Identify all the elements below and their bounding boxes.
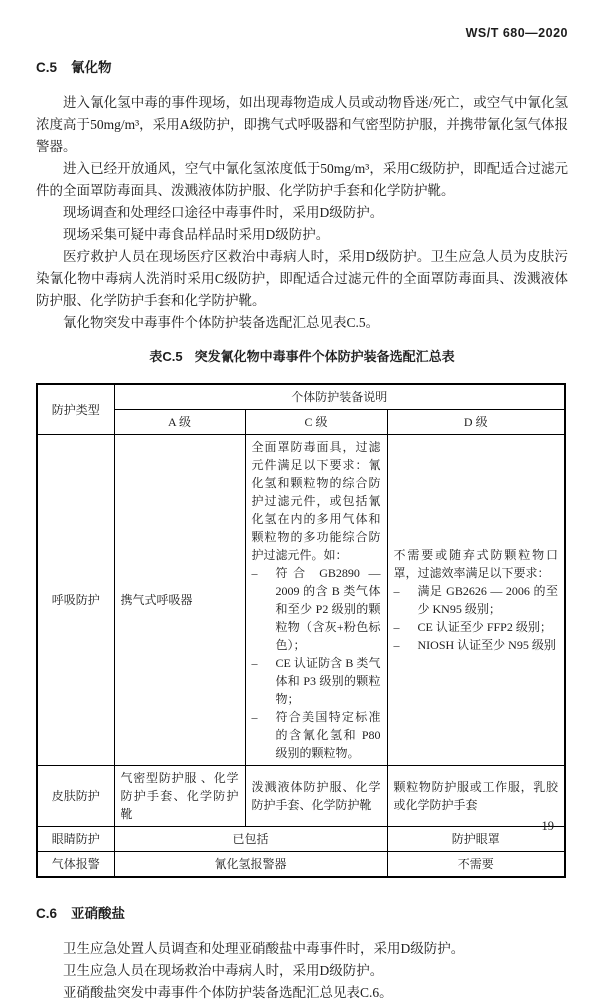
respiratory-c-intro: 全面罩防毒面具，过滤元件满足以下要求：氰化氢和颗粒物的综合防护过滤元件，或包括氰化氢在内的多用气体和颗粒物的多功能综合防护过滤元件。如： bbox=[251, 440, 381, 562]
section-gap bbox=[36, 878, 568, 888]
bullet-text: NIOSH 认证至少 N95 级别 bbox=[417, 638, 556, 652]
table-header-row-1 bbox=[37, 384, 565, 410]
table-row-respiratory bbox=[37, 435, 565, 766]
bullet-dash: – bbox=[393, 620, 400, 634]
respiratory-level-d-cell bbox=[387, 435, 565, 766]
header-protection-type: 防护类型 bbox=[37, 384, 114, 435]
bullet-dash: – bbox=[251, 656, 258, 670]
paragraph: 卫生应急人员在现场救治中毒病人时，采用D级防护。 bbox=[63, 963, 384, 978]
paragraph: 现场采集可疑中毒食品样品时采用D级防护。 bbox=[63, 227, 330, 242]
bullet-dash: – bbox=[251, 710, 258, 724]
bullet-item bbox=[252, 654, 381, 708]
standard-number-header: WS/T 680—2020 bbox=[465, 26, 568, 40]
bullet-dash: – bbox=[393, 584, 400, 598]
section-c6-heading bbox=[36, 902, 568, 922]
row-label-gas-alarm: 气体报警 bbox=[37, 852, 114, 878]
section-c6-body bbox=[36, 938, 568, 1004]
bullet-text: 符合 GB2890 — 2009 的含 B 类气体和至少 P2 级别的颗粒物（含灰+粉色标色）； bbox=[275, 566, 381, 652]
bullet-text: CE 认证防含 B 类气体和 P3 级别的颗粒物； bbox=[275, 656, 381, 706]
bullet-dash: – bbox=[393, 638, 400, 652]
bullet-item bbox=[252, 708, 381, 762]
eye-level-ac-cell: 已包括 bbox=[114, 827, 387, 852]
bullet-text: CE 认证至少 FFP2 级别； bbox=[417, 620, 552, 634]
skin-level-c-cell: 泼溅液体防护服、化学防护手套、化学防护靴 bbox=[245, 766, 387, 827]
section-c5-body bbox=[36, 92, 568, 334]
gas-level-ac-cell: 氰化氢报警器 bbox=[114, 852, 387, 878]
table-c5-caption bbox=[36, 346, 568, 365]
section-c6-number: C.6 bbox=[36, 906, 58, 921]
row-label-skin: 皮肤防护 bbox=[37, 766, 114, 827]
respiratory-level-a-cell: 携气式呼吸器 bbox=[114, 435, 245, 766]
table-row-skin bbox=[37, 766, 565, 827]
header-level-d: D 级 bbox=[387, 410, 565, 435]
section-c5-number: C.5 bbox=[36, 60, 58, 75]
gas-level-d-cell: 不需要 bbox=[387, 852, 565, 878]
section-c5-heading bbox=[36, 56, 568, 76]
table-row-eye bbox=[37, 827, 565, 852]
paragraph: 氰化物突发中毒事件个体防护装备选配汇总见表C.5。 bbox=[63, 315, 380, 330]
bullet-dash: – bbox=[251, 566, 258, 580]
table-c5-caption-title: 突发氰化物中毒事件个体防护装备选配汇总表 bbox=[194, 349, 455, 364]
page-number: 19 bbox=[541, 819, 554, 833]
table-c5 bbox=[36, 383, 566, 878]
paragraph: 现场调查和处理经口途径中毒事件时，采用D级防护。 bbox=[63, 205, 384, 220]
respiratory-level-c-cell bbox=[245, 435, 387, 766]
respiratory-d-intro: 不需要或随弃式防颗粒物口罩，过滤效率满足以下要求： bbox=[393, 548, 559, 580]
skin-level-a-cell: 气密型防护服 、化学防护手套、化学防护靴 bbox=[114, 766, 245, 827]
paragraph: 医疗救护人员在现场医疗区救治中毒病人时，采用D级防护。卫生应急人员为皮肤污染氰化物中毒病人洗消时采用C级防护，即配适合过滤元件的全面罩防毒面具、泼溅液体防护服、化学防护手套和化学防护靴。 bbox=[36, 249, 568, 308]
bullet-item bbox=[394, 582, 559, 618]
header-equipment-desc: 个体防护装备说明 bbox=[114, 384, 565, 410]
paragraph: 亚硝酸盐突发中毒事件个体防护装备选配汇总见表C.6。 bbox=[63, 985, 393, 1000]
section-c6-title: 亚硝酸盐 bbox=[71, 906, 126, 921]
bullet-item bbox=[394, 618, 559, 636]
skin-level-d-cell: 颗粒物防护服或工作服，乳胶或化学防护手套 bbox=[387, 766, 565, 827]
table-row-gas-alarm bbox=[37, 852, 565, 878]
row-label-eye: 眼睛防护 bbox=[37, 827, 114, 852]
header-level-c: C 级 bbox=[245, 410, 387, 435]
table-header-row-2 bbox=[37, 410, 565, 435]
bullet-item bbox=[252, 564, 381, 654]
bullet-item bbox=[394, 636, 559, 654]
table-c5-caption-number: 表C.5 bbox=[149, 349, 183, 364]
row-label-respiratory: 呼吸防护 bbox=[37, 435, 114, 766]
section-c5-title: 氰化物 bbox=[71, 60, 112, 75]
paragraph: 卫生应急处置人员调查和处理亚硝酸盐中毒事件时，采用D级防护。 bbox=[63, 941, 465, 956]
header-level-a: A 级 bbox=[114, 410, 245, 435]
eye-level-d-cell: 防护眼罩 bbox=[387, 827, 565, 852]
bullet-text: 满足 GB2626 — 2006 的至少 KN95 级别； bbox=[417, 584, 559, 616]
paragraph: 进入已经开放通风，空气中氰化氢浓度低于50mg/m³，采用C级防护，即配适合过滤元件的全面罩防毒面具、泼溅液体防护服、化学防护手套和化学防护靴。 bbox=[36, 161, 568, 198]
bullet-text: 符合美国特定标准的含氰化氢和 P80 级别的颗粒物。 bbox=[275, 710, 381, 760]
paragraph: 进入氰化氢中毒的事件现场，如出现毒物造成人员或动物昏迷/死亡，或空气中氰化氢浓度高于50mg/m³，采用A级防护，即携气式呼吸器和气密型防护服，并携带氰化氢气体报警器。 bbox=[36, 95, 568, 154]
